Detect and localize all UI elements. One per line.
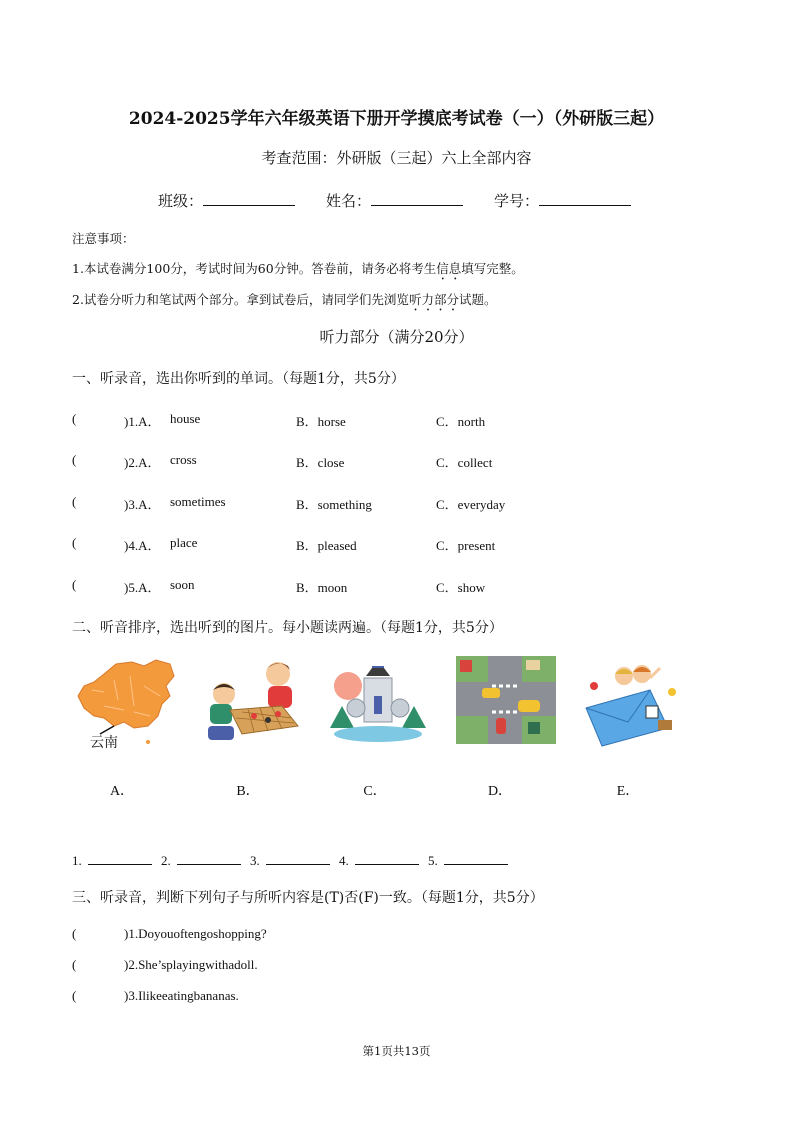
page-title: 2024-2025学年六年级英语下册开学摸底考试卷（一）（外研版三起） [128,109,665,129]
notes-heading: 注意事项： [72,231,135,246]
note-line-1 [72,259,524,283]
exam-scope: 考查范围：外研版（三起）六上全部内容 [261,149,532,167]
option-b: B．something [296,497,372,512]
answer-paren[interactable]: ( [72,411,77,426]
name-field [326,190,463,211]
option-b: B．moon [296,580,348,595]
question-number: )3.A． [124,497,161,512]
map-label: 云南 [90,735,118,750]
option-c: C．everyday [436,497,506,512]
tf-question: )3.Ilikeeatingbananas. [124,988,239,1003]
note-emphasis: 信息 [436,261,462,276]
class-field [158,190,295,211]
picture-d-street-crossing [456,656,560,750]
option-a: house [170,411,201,426]
option-a: cross [170,452,197,467]
tf-question: )2.She’splayingwithadoll. [124,957,258,972]
note-text: 试题。 [458,292,497,307]
picture-label-b: B． [236,784,260,799]
question-number: )2.A． [124,455,161,470]
answer-number: 5. [428,853,438,868]
answer-number: 3. [250,853,260,868]
picture-e-letter [580,656,684,750]
picture-label-a: A． [109,784,135,799]
option-b: B．close [296,455,345,470]
answer-paren[interactable]: ( [72,957,77,972]
section-2-heading: 二、听音排序，选出听到的图片。每小题读两遍。（每题1分，共5分） [72,620,503,636]
picture-label-c: C． [363,784,387,799]
option-a: soon [170,577,195,592]
section-1-heading: 一、听录音，选出你听到的单词。（每题1分，共5分） [72,371,405,387]
answer-number: 4. [339,853,349,868]
option-c: C．north [436,414,486,429]
answer-number: 1. [72,853,82,868]
picture-c-landmark [326,656,430,750]
option-a: sometimes [170,494,226,509]
answer-blank[interactable] [177,852,241,865]
picture-a-china-map [74,656,178,750]
picture-b-playing-chess [202,656,306,750]
answer-blank[interactable] [444,852,508,865]
answer-paren[interactable]: ( [72,535,77,550]
note-text: 填写完整。 [461,261,524,276]
answer-paren[interactable]: ( [72,577,77,592]
class-label: 班级： [158,192,204,210]
option-c: C．collect [436,455,493,470]
answer-paren[interactable]: ( [72,988,77,1003]
answer-number: 2. [161,853,171,868]
note-text: 1.本试卷满分100分，考试时间为60分钟。答卷前，请务必将考生 [72,261,437,276]
answer-paren[interactable]: ( [72,452,77,467]
section-3-heading: 三、听录音，判断下列句子与所听内容是(T)否(F)一致。（每题1分，共5分） [72,890,544,906]
picture-label-e: E． [616,784,640,799]
note-line-2 [72,290,496,314]
picture-label-d: D． [487,784,513,799]
class-blank[interactable] [203,191,295,206]
id-field [494,190,631,211]
answer-paren[interactable]: ( [72,926,77,941]
option-b: B．horse [296,414,346,429]
option-c: C．show [436,580,486,595]
id-blank[interactable] [539,191,631,206]
question-number: )5.A． [124,580,161,595]
id-label: 学号： [494,192,540,210]
answer-paren[interactable]: ( [72,494,77,509]
name-blank[interactable] [371,191,463,206]
page-footer: 第1页共13页 [362,1044,431,1058]
tf-question: )1.Doyouoftengoshopping? [124,926,267,941]
note-emphasis: 听力部分 [408,292,459,307]
answer-blank[interactable] [266,852,330,865]
note-text: 2.试卷分听力和笔试两个部分。拿到试卷后，请同学们先浏览 [72,292,409,307]
listening-part-title: 听力部分（满分20分） [319,328,474,346]
name-label: 姓名： [326,192,372,210]
question-number: )1.A． [124,414,161,429]
option-c: C．present [436,538,496,553]
answer-blank[interactable] [355,852,419,865]
question-number: )4.A． [124,538,161,553]
section-2-answer-row [72,852,514,869]
option-a: place [170,535,198,550]
answer-blank[interactable] [88,852,152,865]
option-b: B．pleased [296,538,357,553]
